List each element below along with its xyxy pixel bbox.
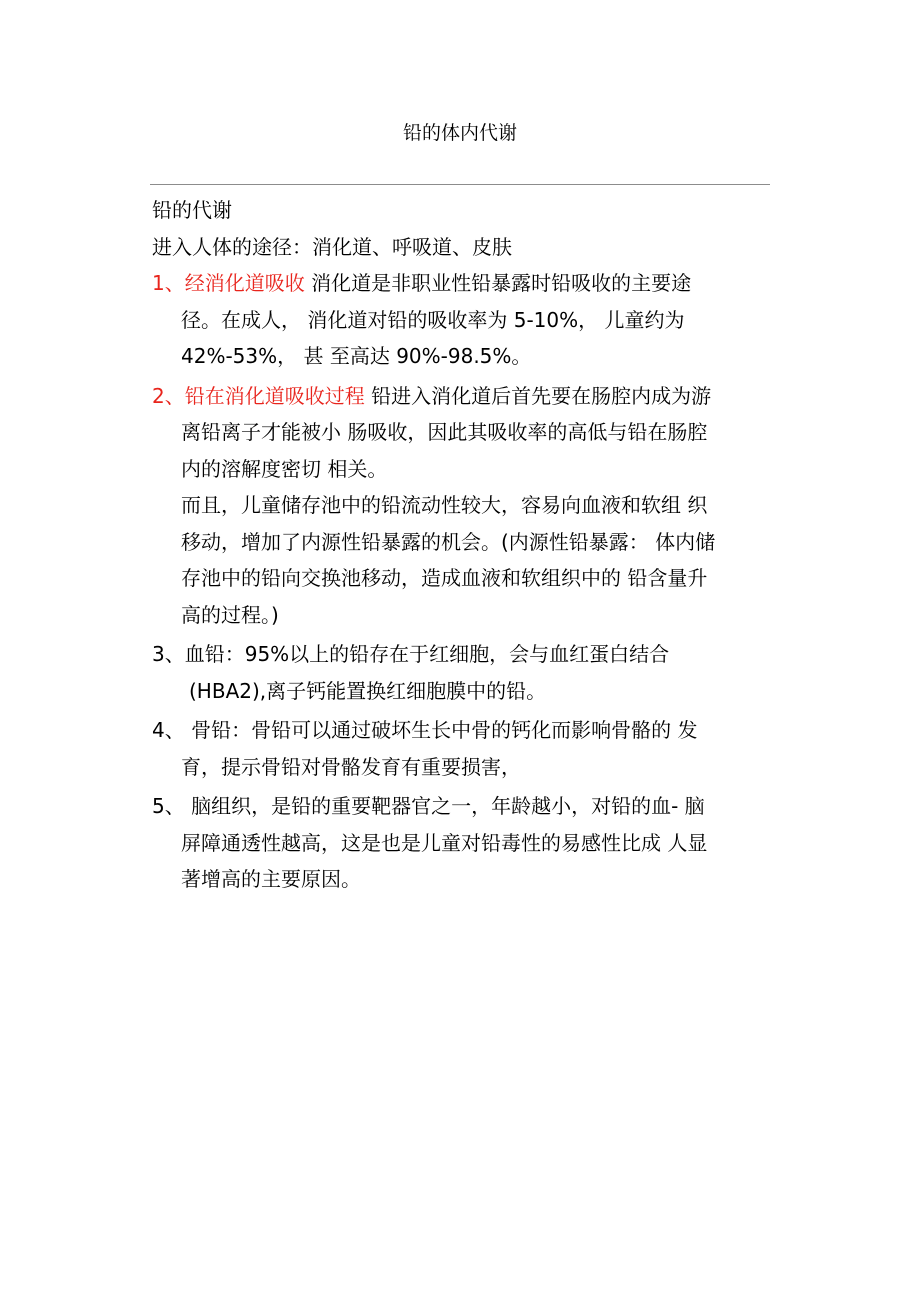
list-item-3-line-2: (HBA2),离子钙能置换红细胞膜中的铅。: [189, 678, 547, 703]
list-item-1-heading: 1、经消化道吸收: [152, 271, 305, 295]
list-item-1-first-line: [152, 265, 767, 302]
list-item-4-line-2: 育，提示骨铅对骨骼发育有重要损害，: [181, 754, 521, 779]
absorption-routes: 进入人体的途径：消化道、呼吸道、皮肤: [152, 234, 512, 259]
list-item-1: [152, 265, 767, 375]
list-item-3: [152, 636, 767, 709]
list-item-5-line-1: 5、 脑组织，是铅的重要靶器官之一，年龄越小，对铅的血- 脑: [152, 794, 705, 818]
document-title: 铅的体内代谢: [402, 122, 517, 144]
list-item-2-line-5: 移动，增加了内源性铅暴露的机会。(内源性铅暴露： 体内储: [181, 529, 716, 554]
list-item-1-line-2: 径。在成人， 消化道对铅的吸收率为 5-10%， 儿童约为: [181, 307, 685, 332]
list-item-2-line-2: 离铅离子才能被小 肠吸收，因此其吸收率的高低与铅在肠腔: [181, 420, 708, 444]
list-item-1-text: 消化道是非职业性铅暴露时铅吸收的主要途: [304, 271, 692, 295]
list-item-2-line-3: 内的溶解度密切 相关。: [181, 456, 388, 481]
header-divider: [150, 184, 770, 185]
list-item-3-line-1: 3、血铅：95%以上的铅存在于红细胞，会与血红蛋白结合: [152, 642, 670, 666]
list-item-5-line-2: 屏障通透性越高，这是也是儿童对铅毒性的易感性比成 人显: [181, 830, 708, 855]
list-item-5: [152, 788, 767, 898]
list-item-4: [152, 712, 767, 785]
list-item-2-heading: 2、铅在消化道吸收过程: [152, 383, 365, 408]
list-item-2-first-line: [152, 378, 767, 415]
list-item-1-line-3: 42%-53%， 甚 至高达 90%-98.5%。: [181, 344, 532, 368]
list-item-4-line-1: 4、 骨铅：骨铅可以通过破坏生长中骨的钙化而影响骨骼的 发: [152, 718, 698, 742]
section-heading: 铅的代谢: [152, 198, 232, 222]
list-item-5-line-3: 著增高的主要原因。: [181, 867, 361, 891]
list-item-2: [152, 378, 767, 634]
list-item-2-line-4: 而且，儿童储存池中的铅流动性较大，容易向血液和软组 织: [181, 493, 708, 517]
document-body: [152, 192, 767, 898]
list-item-2-line-7: 高的过程。): [181, 602, 279, 627]
list-item-2-text: 铅进入消化道后首先要在肠腔内成为游: [364, 383, 712, 408]
list-item-2-line-6: 存池中的铅向交换池移动，造成血液和软组织中的 铅含量升: [181, 566, 708, 590]
